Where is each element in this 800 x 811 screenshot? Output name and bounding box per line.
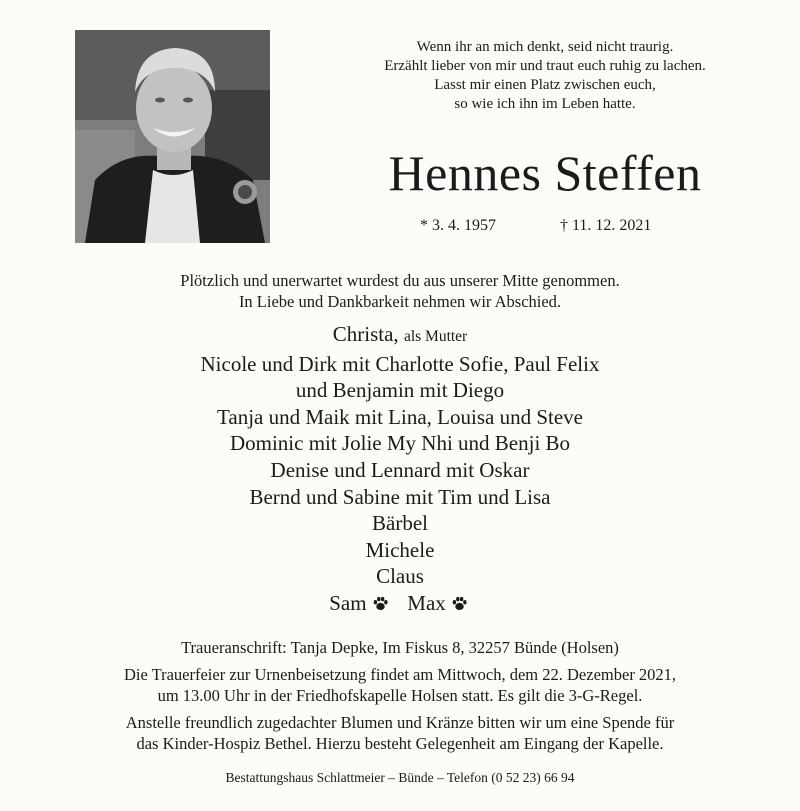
paw-print-icon: [451, 595, 468, 612]
poem-line: Lasst mir einen Platz zwischen euch,: [434, 77, 656, 93]
mother-line: [0, 321, 800, 351]
poem-line: so wie ich ihn im Leben hatte.: [454, 96, 636, 112]
ceremony-line: um 13.00 Uhr in der Friedhofskapelle Holsen statt. Es gilt die 3-G-Regel.: [157, 686, 643, 705]
family-line: Bernd und Sabine mit Tim und Lisa: [249, 484, 551, 509]
birth-date: * 3. 4. 1957: [420, 217, 496, 234]
family-list: [0, 321, 800, 617]
poem: [300, 38, 790, 114]
poem-line: Wenn ihr an mich denkt, seid nicht traurig.: [416, 39, 674, 55]
mourning-address: Traueranschrift: Tanja Depke, Im Fiskus 8, 32257 Bünde (Holsen): [181, 638, 619, 657]
family-line: Claus: [376, 564, 424, 589]
funeral-home-footer: Bestattungshaus Schlattmeier – Bünde – Telefon (0 52 23) 66 94: [225, 770, 575, 785]
family-line: Bärbel: [372, 511, 428, 536]
family-line: Denise und Lennard mit Oskar: [270, 457, 530, 482]
family-line: Nicole und Dirk mit Charlotte Sofie, Paul Felix: [200, 351, 600, 376]
mother-note: als Mutter: [403, 328, 468, 345]
death-date: † 11. 12. 2021: [560, 217, 652, 234]
pet-name: Sam: [329, 590, 367, 615]
family-line: Dominic mit Jolie My Nhi und Benji Bo: [229, 431, 571, 456]
pet-name: Max: [407, 590, 446, 615]
intro-text: [0, 270, 800, 312]
life-dates: [300, 217, 790, 237]
family-line: Tanja und Maik mit Lina, Louisa und Steve: [217, 404, 583, 429]
intro-line: In Liebe und Dankbarkeit nehmen wir Abschied.: [238, 292, 562, 311]
ceremony-line: Die Trauerfeier zur Urnenbeisetzung findet am Mittwoch, dem 22. Dezember 2021,: [123, 664, 677, 684]
paw-print-icon: [372, 595, 389, 612]
funeral-info: [0, 637, 800, 755]
deceased-name: Hennes Steffen: [388, 145, 702, 201]
donation-line: das Kinder-Hospiz Bethel. Hierzu besteht Gelegenheit am Eingang der Kapelle.: [136, 734, 664, 753]
portrait-photo: [75, 30, 270, 243]
poem-line: Erzählt lieber von mir und traut euch ruhig zu lachen.: [384, 58, 706, 74]
pets-line: [0, 590, 800, 617]
family-line: und Benjamin mit Diego: [295, 378, 505, 403]
mother-name: Christa,: [332, 322, 399, 346]
intro-line: Plötzlich und unerwartet wurdest du aus unserer Mitte genommen.: [180, 271, 620, 290]
family-line: Michele: [365, 537, 435, 562]
donation-line: Anstelle freundlich zugedachter Blumen und Kränze bitten wir um eine Spende für: [125, 712, 675, 732]
